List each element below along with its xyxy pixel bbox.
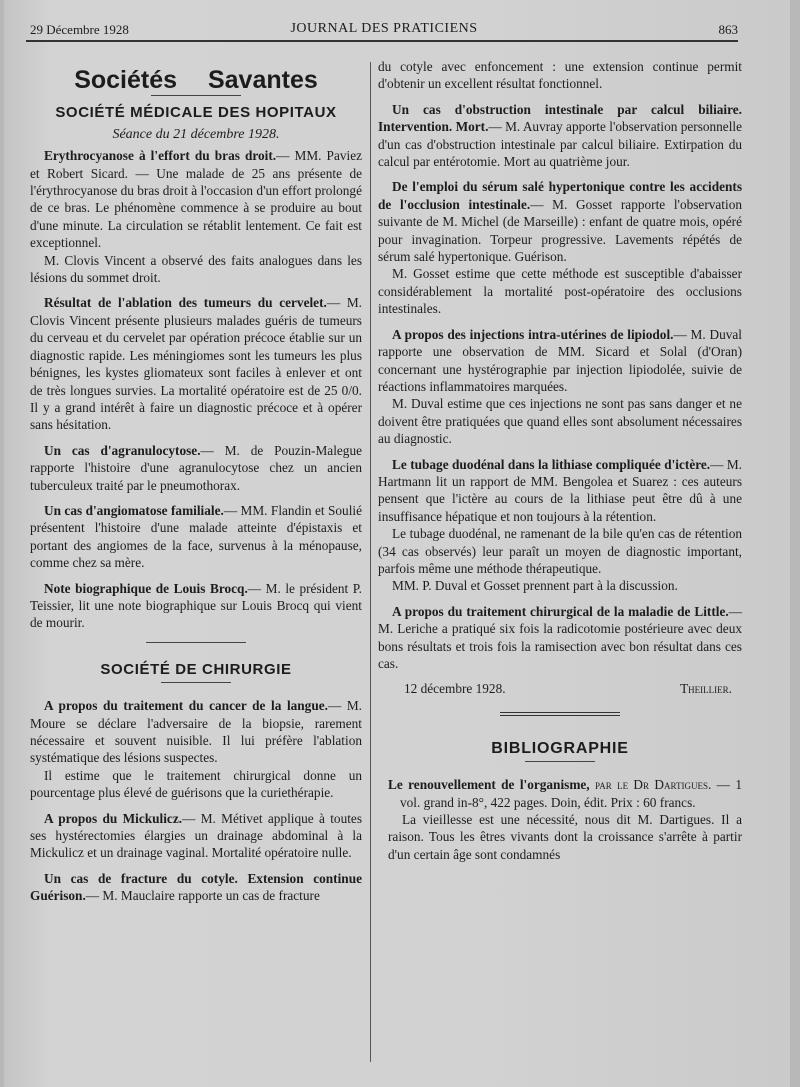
journal-page [4, 0, 790, 1087]
header-journal-title: JOURNAL DES PRATICIENS [290, 21, 478, 36]
title-underline [151, 95, 241, 96]
article-body: — M. le président P. Teissier, lit une note biographique sur Louis Brocq qui vient de mourir. [30, 580, 363, 631]
article-angiomatose [30, 502, 362, 572]
article-title: A propos du traitement chirurgical de la maladie de Little. [392, 603, 729, 619]
book-entry [378, 776, 742, 811]
double-rule [500, 712, 620, 716]
article-paragraph: M. Gosset estime que cette méthode est susceptible d'abaisser considérablement la mortalité post-opératoire des occlusions intestinales. [378, 266, 742, 317]
article-little [378, 603, 742, 673]
article-lipiodol [378, 326, 742, 396]
article-title: A propos du Mickulicz. [44, 810, 183, 826]
article-body: — MM. Flandin et Soulié présentent l'histoire d'une malade atteinte d'épistaxis et portant des angiomes de la face, survenus à la ménopause, comme chez sa mère. [30, 502, 362, 571]
article-title: Le tubage duodénal dans la lithiase compliquée d'ictère. [392, 456, 711, 472]
column-divider [370, 62, 371, 1062]
article-title: Erythrocyanose à l'effort du bras droit. [44, 148, 277, 164]
article-title: Un cas d'angiomatose familiale. [44, 502, 224, 518]
article-body: — M. Mauclaire rapporte un cas de fracture [85, 888, 320, 904]
article-tubage [378, 456, 742, 526]
signature-line [378, 680, 742, 697]
article-body: — M. de Pouzin-Malegue rapporte l'histoire d'une agranulocytose chez un ancien tuberculeux traité par le pneumothorax. [30, 442, 363, 493]
article-title: Un cas de fracture du cotyle. Extension continue Guérison. [30, 870, 362, 904]
article-agranulocytose [30, 442, 362, 494]
book-review-text: La vieillesse est une nécessité, nous dit M. Dartigues. Il a raison. Tous les êtres vivants dont la croissance s'arrête à partir d'un certain âge sont condamnés [388, 812, 742, 862]
article-continuation: du cotyle avec enfoncement : une extension continue permit d'obtenir un excellent résultat fonctionnel. [378, 59, 742, 92]
article-body: — M. Gosset rapporte l'observation suivante de M. Michel (de Marseille) : enfant de quatre mois, opéré pour invagination. Torpeur progressive. Lavements répétés de sérum salé hypertonique. Guérison. [378, 196, 742, 265]
right-column [378, 58, 742, 863]
book-title: Le renouvellement de l'organisme, [388, 777, 590, 793]
running-header [30, 20, 738, 40]
society-heading-hopitaux: SOCIÉTÉ MÉDICALE DES HOPITAUX [55, 104, 337, 122]
article-title: Note biographique de Louis Brocq. [44, 580, 248, 596]
article-erythrocyanose [30, 147, 362, 251]
article-brocq [30, 580, 362, 632]
article-title: Un cas d'agranulocytose. [44, 442, 201, 458]
article-paragraph: MM. P. Duval et Gosset prennent part à la discussion. [392, 578, 678, 594]
signature-date: 12 décembre 1928. [404, 681, 506, 697]
article-fracture-cotyle [30, 870, 362, 905]
article-body: — M. Moure se déclare l'adversaire de la biopsie, rarement nécessaire et souvent nuisible. Il lui préfère l'ablation systématique des lésions suspectes. [30, 698, 362, 766]
article-title: A propos du traitement du cancer de la langue. [44, 698, 328, 714]
signature-author: Theillier. [680, 681, 732, 697]
article-title: Un cas d'obstruction intestinale par calcul biliaire. Intervention. Mort. [378, 101, 742, 135]
article-body: — M. Hartmann lit un rapport de MM. Bengolea et Suarez : ces auteurs pensent que l'ictère au cours de la lithiase peut être dû à une insuffisance hépatique et non toujours à la rétention. [378, 456, 742, 524]
article-body: — M. Métivet applique à toutes ses hystérectomies élargies un drainage abdominal à la Mickulicz et un drainage vaginal. Mortalité opératoire nulle. [30, 810, 363, 861]
section-title: Sociétés Savantes [74, 66, 318, 94]
article-title: A propos des injections intra-utérines de lipiodol. [392, 326, 674, 342]
heading-underline [161, 682, 231, 683]
article-title: Résultat de l'ablation des tumeurs du cervelet. [44, 295, 327, 311]
article-body: — M. Duval rapporte une observation de MM. Sicard et Solal (d'Oran) concernant une hystérographie par injection lipiodolée, suivie de réactions inflammatoires marquées. [378, 326, 742, 394]
society-heading-chirurgie: SOCIÉTÉ DE CHIRURGIE [100, 660, 292, 678]
article-body: — M. Leriche a pratiqué six fois la radicotomie postérieure avec deux bons résultats et trois fois la ramisection avec bon résultat dans ces cas. [378, 603, 742, 671]
article-body: — M. Clovis Vincent présente plusieurs malades guéris de tumeurs du cerveau et du cervelet par opération précoce établie sur un diagnostic rapide. Les méningiomes sont les tumeurs les plus bénignes, les kystes gliomateux sont faciles à enlever et ont de très longues survies. La mortalité opératoire est de 25 0/0. Il y a grand intérêt à faire un diagnostic précoce et à opérer sans hésitation. [30, 295, 362, 433]
header-page-number: 863 [718, 22, 738, 37]
book-author: par le Dr Dartigues. [595, 777, 712, 793]
article-serum-sale [378, 178, 742, 265]
article-paragraph: M. Clovis Vincent a observé des faits analogues dans les lésions du sommet droit. [30, 252, 362, 286]
article-paragraph: Il estime que le traitement chirurgical donne un pourcentage plus élevé de guérisons que la curiethérapie. [30, 767, 362, 801]
article-cancer-langue [30, 697, 362, 767]
article-paragraph: M. Duval estime que ces injections ne sont pas sans danger et ne doivent être pratiquées que quand elles sont absolument nécessaires au diagnostic. [378, 396, 742, 447]
article-body: — M. Auvray apporte l'observation personnelle d'un cas d'obstruction intestinale par calcul biliaire. Extirpation du calcul par entérotomie. Mort au quatrième jour. [378, 119, 743, 170]
article-title: De l'emploi du sérum salé hypertonique contre les accidents de l'occlusion intestinale. [378, 179, 742, 212]
header-date: 29 Décembre 1928 [30, 22, 129, 37]
section-separator [146, 642, 246, 643]
article-mickulicz [30, 810, 362, 862]
article-obstruction [378, 101, 742, 171]
article-paragraph: Le tubage duodénal, ne ramenant de la bile qu'en cas de rétention (34 cas observés) leur paraît un moyen de diagnostic important, parfois même une méthode thérapeutique. [378, 526, 742, 576]
article-body: — MM. Paviez et Robert Sicard. — Une malade de 25 ans présente de l'érythrocyanose du bras droit à l'occasion d'un effort prolongé de ce bras. Le phénomène commence à se produire au bout d'une minute. La circulation se rétablit lentement. Ce fait est exceptionnel. [30, 148, 363, 251]
book-info: — 1 vol. grand in-8°, 422 pages. Doin, édit. Prix : 60 francs. [400, 777, 742, 810]
article-cervelet [30, 294, 362, 433]
seance-date: Séance du 21 décembre 1928. [112, 126, 280, 142]
left-column [30, 64, 362, 905]
bibliography-heading: BIBLIOGRAPHIE [491, 739, 629, 757]
heading-underline [525, 761, 595, 762]
header-rule [26, 40, 738, 42]
